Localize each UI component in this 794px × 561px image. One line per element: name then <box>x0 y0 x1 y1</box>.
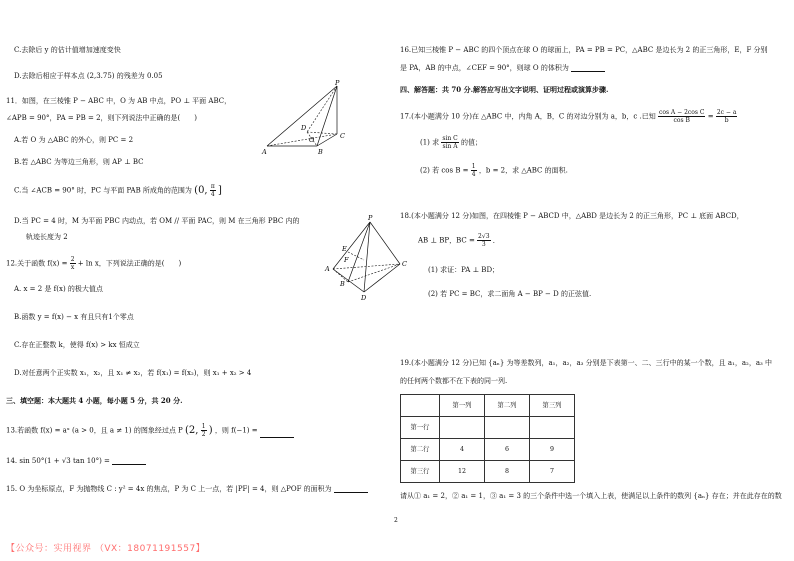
table-cell: 12 <box>440 461 485 483</box>
q18-part2: (2) 若 PC = BC，求二面角 A − BP − D 的正弦值. <box>428 290 592 298</box>
q10-option-d: D.去除后相应于样本点 (2,3.75) 的残差为 0.05 <box>14 72 163 80</box>
q11-option-d-line1: D.当 PC = 4 时，M 为平面 PBC 内动点，若 OM // 平面 PAC，则 M 在三角形 PBC 内的 <box>14 217 300 225</box>
q16-line2-text: 是 PA，AB 的中点，∠CEF = 90°，则球 O 的体积为 <box>400 64 569 72</box>
q11-pi-over-4 <box>210 183 216 198</box>
table-row <box>401 417 575 439</box>
q12-option-a: A. x = 2 是 f(x) 的极大值点 <box>14 285 103 293</box>
q13-answer-blank[interactable] <box>260 431 294 438</box>
q12-stem <box>6 256 181 271</box>
table-row <box>401 439 575 461</box>
table-row-label: 第三行 <box>401 461 440 483</box>
label-f: F <box>344 256 349 264</box>
q17-part1-den: sin A <box>442 143 458 150</box>
q12-option-d: D.对任意两个正实数 x₁，x₂，且 x₁ ≠ x₂，若 f(x₁) = f(x₂)，则 x₁ + x₂ > 4 <box>14 369 252 377</box>
q10-option-c: C.去除后 y 的估计值增加速度变快 <box>14 46 121 54</box>
q17-part1-num: sin C <box>442 135 458 142</box>
q13-frac-den: 2 <box>201 431 206 438</box>
table-cell: 7 <box>530 461 575 483</box>
table-cell: 8 <box>485 461 530 483</box>
q12-stem-post: + ln x，下列说法正确的是( ) <box>77 259 182 268</box>
q17-frac-right-den: b <box>724 117 729 124</box>
label-p: P <box>335 79 340 87</box>
section-solution-title: 四、解答题：共 70 分.解答应写出文字说明、证明过程或演算步骤. <box>400 85 609 94</box>
q14-text: 14. sin 50°(1 + √3 tan 10°) = <box>6 457 110 465</box>
edge-dc <box>364 264 400 292</box>
table-header-cell: 第三列 <box>530 395 575 417</box>
q18-frac-den: 3 <box>481 241 486 248</box>
q18-part1: (1) 求证：PA ⊥ BD； <box>428 266 500 274</box>
q12-frac-num: 2 <box>70 256 75 263</box>
edge-pc <box>370 222 400 264</box>
q17-part2-post: ，b = 2，求 △ABC 的面积. <box>478 166 568 175</box>
q18-line2-post: ． <box>492 236 500 245</box>
q17-part2-pre: (2) 若 cos B = <box>420 166 469 175</box>
q13-frac-num: 1 <box>201 423 206 430</box>
q11-option-a: A.若 O 为 △ABC 的外心，则 PC = 2 <box>14 136 134 144</box>
q11-stem-line1: 11．如图，在三棱锥 P − ABC 中，O 为 AB 中点，PO ⊥ 平面 ABC， <box>6 97 232 105</box>
q18-frac <box>477 233 490 248</box>
q17-part1 <box>420 135 482 150</box>
q17-stem <box>400 109 737 124</box>
q19-line1: 19.(本小题满分 12 分)已知 {aₙ} 为等差数列，a₁，a₂，a₃ 分别是下表第一、二、三行中的某一个数，且 a₁，a₂，a₃ 中 <box>400 359 773 367</box>
table-cell <box>485 417 530 439</box>
label-e: E <box>342 245 347 253</box>
q18-frac-num: 2√3 <box>478 233 490 240</box>
q17-frac-right-num: 2c − a <box>716 109 737 116</box>
q11-interval-left: (0, <box>194 184 208 196</box>
label-b: B <box>318 148 323 156</box>
label-o: O <box>309 136 315 144</box>
q17-stem-pre: 17.(本小题满分 10 分)在 △ABC 中，内角 A，B，C 的对边分别为 a，b，c .已知 <box>400 112 656 121</box>
table-header-cell: 第二列 <box>485 395 530 417</box>
q17-part2-num: 1 <box>471 163 476 170</box>
q16-line1: 16.已知三棱锥 P − ABC 的四个顶点在球 O 的球面上，PA = PB = PC，△ABC 是边长为 2 的正三角形，E，F 分别 <box>400 46 768 54</box>
q15-answer-blank[interactable] <box>334 486 368 493</box>
q18-line2 <box>418 233 500 248</box>
label-d: D <box>301 124 307 132</box>
q16-line2 <box>400 64 605 72</box>
q17-frac-left-num: cos A − 2cos C <box>658 109 705 116</box>
figure-pyramid-p-abcd <box>325 214 408 304</box>
edge-pd <box>364 222 370 292</box>
q17-part1-frac <box>441 135 458 150</box>
segment-oc <box>307 132 337 134</box>
table-cell: 9 <box>530 439 575 461</box>
edge-pb <box>348 222 370 282</box>
footer-watermark: 【公众号：实用视界 （VX：18071191557】 <box>6 544 206 554</box>
label-c: C <box>402 260 407 268</box>
q11-frac-den: 4 <box>210 191 215 198</box>
q13-point-right: ) <box>208 424 213 436</box>
table-header-cell <box>401 395 440 417</box>
q11-stem-line2: ∠APB = 90°，PA = PB = 2，则下列说法中正确的是( ) <box>6 114 198 122</box>
q12-option-b: B.函数 y = f(x) − x 有且只有1个零点 <box>14 313 134 321</box>
figure-tetrahedron-p-abc <box>262 79 352 157</box>
label-a: A <box>262 148 267 156</box>
q18-line2-pre: AB ⊥ BP，BC = <box>418 236 475 245</box>
q19-line2: 的任何两个数都不在下表的同一列. <box>400 377 508 385</box>
edge-pa <box>333 222 370 269</box>
label-p: P <box>368 214 373 222</box>
q17-frac-right <box>716 109 738 124</box>
table-cell <box>440 417 485 439</box>
q13-frac <box>201 423 207 438</box>
table-cell: 6 <box>485 439 530 461</box>
section-fill-in-title: 三、填空题：本大题共 4 小题，每小题 5 分，共 20 分. <box>6 396 183 405</box>
q17-frac-left <box>658 109 706 124</box>
label-a: A <box>325 265 330 273</box>
q19-table <box>400 394 575 483</box>
q17-part1-post: 的值； <box>460 138 482 147</box>
edge-bc <box>348 264 400 282</box>
label-c: C <box>340 132 345 140</box>
q17-part1-pre: (1) 求 <box>420 138 440 147</box>
q12-frac-den: x <box>70 264 75 271</box>
table-header-row <box>401 395 575 417</box>
q13-point-left: (2, <box>185 424 199 436</box>
q19-line3: 请从① a₁ = 2，② a₁ = 1，③ a₁ = 3 的三个条件中选一个填入上表，使满足以上条件的数列 {aₙ} 存在；并在此存在的数 <box>400 492 782 500</box>
q17-part2-frac <box>471 163 477 178</box>
q11-option-c <box>14 183 222 198</box>
q13-post: ，则 f(−1) = <box>214 426 258 435</box>
page-number: 2 <box>394 517 398 524</box>
q11-option-b: B.若 △ABC 为等边三角形，则 AP ⊥ BC <box>14 158 144 166</box>
q12-option-c: C.存在正整数 k，使得 f(x) > kx 恒成立 <box>14 341 140 349</box>
q17-part2-den: 4 <box>471 171 476 178</box>
table-row-label: 第二行 <box>401 439 440 461</box>
table-cell: 4 <box>440 439 485 461</box>
q13-pre: 13.若函数 f(x) = aˣ (a > 0，且 a ≠ 1) 的图象经过点 P <box>6 426 183 435</box>
q14 <box>6 457 146 465</box>
q14-answer-blank[interactable] <box>112 458 146 465</box>
edge-pa <box>267 86 337 146</box>
segment-po <box>307 86 337 132</box>
q17-frac-left-den: cos B <box>673 117 690 124</box>
q11-interval-right: ] <box>218 184 222 196</box>
q12-stem-pre: 12.关于函数 f(x) = <box>6 259 68 268</box>
edge-ad <box>333 269 364 292</box>
q17-equals: = <box>707 112 714 121</box>
q15-text: 15. O 为坐标原点，F 为抛物线 C : y² = 4x 的焦点，P 为 C 上一点，若 |PF| = 4，则 △POF 的面积为 <box>6 485 332 493</box>
q13 <box>6 423 294 438</box>
label-d: D <box>361 294 367 302</box>
segment-ef <box>348 252 364 260</box>
label-b: B <box>340 280 345 288</box>
q18-line1: 18.(本小题满分 12 分)如图，在四棱锥 P − ABCD 中，△ABD 是边长为 2 的正三角形，PC ⊥ 底面 ABCD， <box>400 212 744 220</box>
q12-frac <box>70 256 76 271</box>
q11-option-d-line2: 轨迹长度为 2 <box>26 233 68 241</box>
q16-answer-blank[interactable] <box>571 65 605 72</box>
table-header-cell: 第一列 <box>440 395 485 417</box>
table-cell <box>530 417 575 439</box>
table-row-label: 第一行 <box>401 417 440 439</box>
q11-frac-num: π <box>210 183 215 190</box>
q11-option-c-text: C.当 ∠ACB = 90° 时，PC 与平面 PAB 所成角的范围为 <box>14 186 192 195</box>
q15 <box>6 485 368 493</box>
table-row <box>401 461 575 483</box>
q17-part2 <box>420 163 568 178</box>
